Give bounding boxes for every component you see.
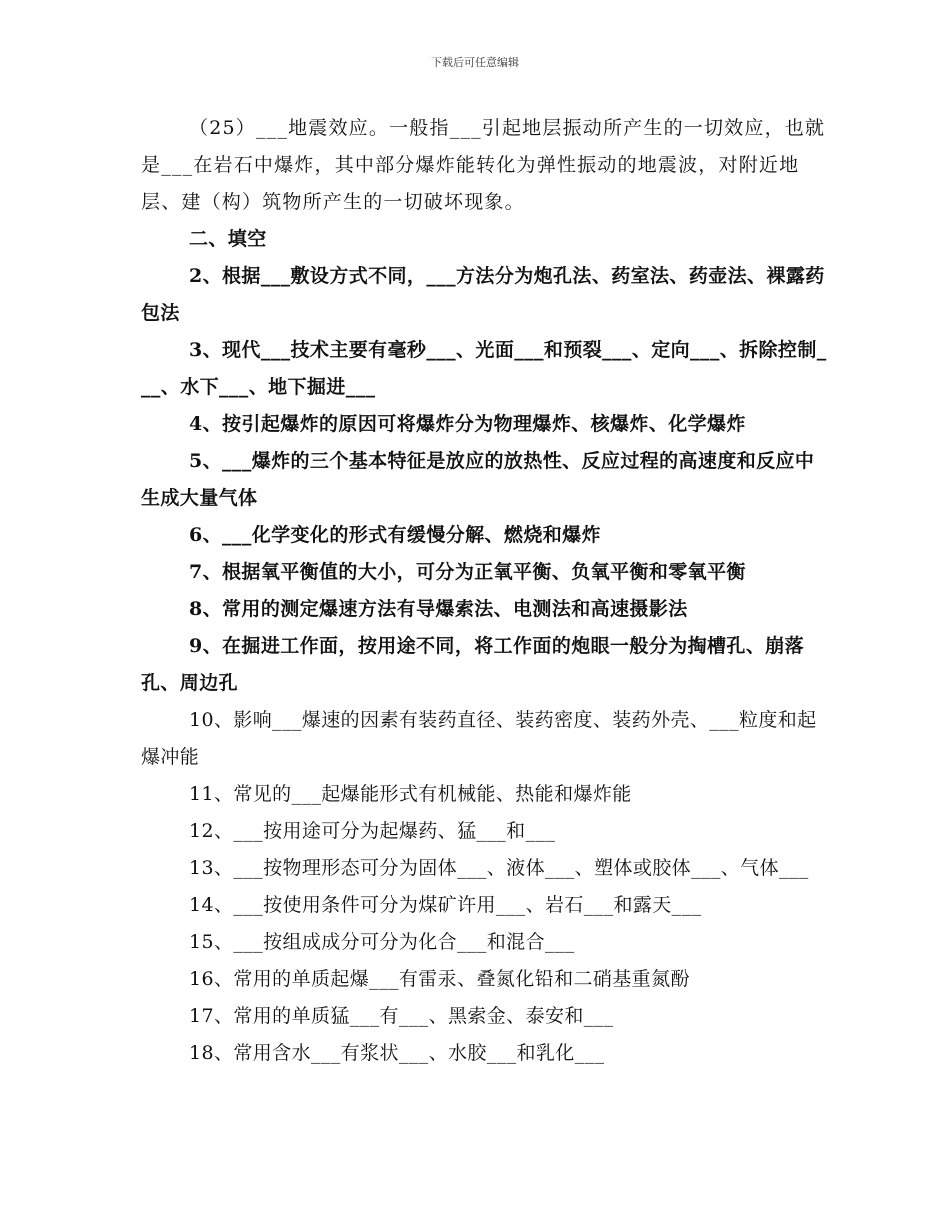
question-5: 5、___爆炸的三个基本特征是放应的放热性、反应过程的高速度和反应中生成大量气体 — [141, 450, 815, 509]
page-header: 下载后可任意编辑 — [431, 56, 519, 69]
question-18: 18、常用含水___有浆状___、水胶___和乳化___ — [189, 1042, 605, 1064]
question-16: 16、常用的单质起爆___有雷汞、叠氮化铅和二硝基重氮酚 — [189, 968, 690, 990]
question-4: 4、按引起爆炸的原因可将爆炸分为物理爆炸、核爆炸、化学爆炸 — [189, 413, 746, 435]
question-11: 11、常见的___起爆能形式有机械能、热能和爆炸能 — [189, 783, 632, 805]
question-10: 10、影响___爆速的因素有装药直径、装药密度、装药外壳、___粒度和起爆冲能 — [141, 709, 817, 768]
question-13: 13、___按物理形态可分为固体___、液体___、塑体或胶体___、气体___ — [189, 857, 809, 879]
question-15: 15、___按组成成分可分为化合___和混合___ — [189, 931, 575, 953]
question-8: 8、常用的测定爆速方法有导爆索法、电测法和高速摄影法 — [189, 598, 688, 620]
document-body — [141, 110, 831, 1072]
question-17: 17、常用的单质猛___有___、黑索金、泰安和___ — [189, 1005, 614, 1027]
question-12: 12、___按用途可分为起爆药、猛___和___ — [189, 820, 556, 842]
question-6: 6、___化学变化的形式有缓慢分解、燃烧和爆炸 — [189, 524, 601, 546]
section-heading-fill-in: 二、填空 — [189, 228, 267, 250]
question-7: 7、根据氧平衡值的大小，可分为正氧平衡、负氧平衡和零氧平衡 — [189, 561, 746, 583]
question-3: 3、现代___技术主要有毫秒___、光面___和预裂___、定向___、拆除控制___、水下___、地下掘进___ — [141, 339, 827, 398]
question-14: 14、___按使用条件可分为煤矿许用___、岩石___和露天___ — [189, 894, 702, 916]
question-9: 9、在掘进工作面，按用途不同，将工作面的炮眼一般分为掏槽孔、崩落孔、周边孔 — [141, 635, 805, 694]
paragraph-25-seismic-effect: （25）___地震效应。一般指___引起地层振动所产生的一切效应，也就是___在岩石中爆炸，其中部分爆炸能转化为弹性振动的地震波，对附近地层、建（构）筑物所产生的一切破坏现象。 — [141, 117, 826, 213]
question-2: 2、根据___敷设方式不同，___方法分为炮孔法、药室法、药壶法、裸露药包法 — [141, 265, 825, 324]
